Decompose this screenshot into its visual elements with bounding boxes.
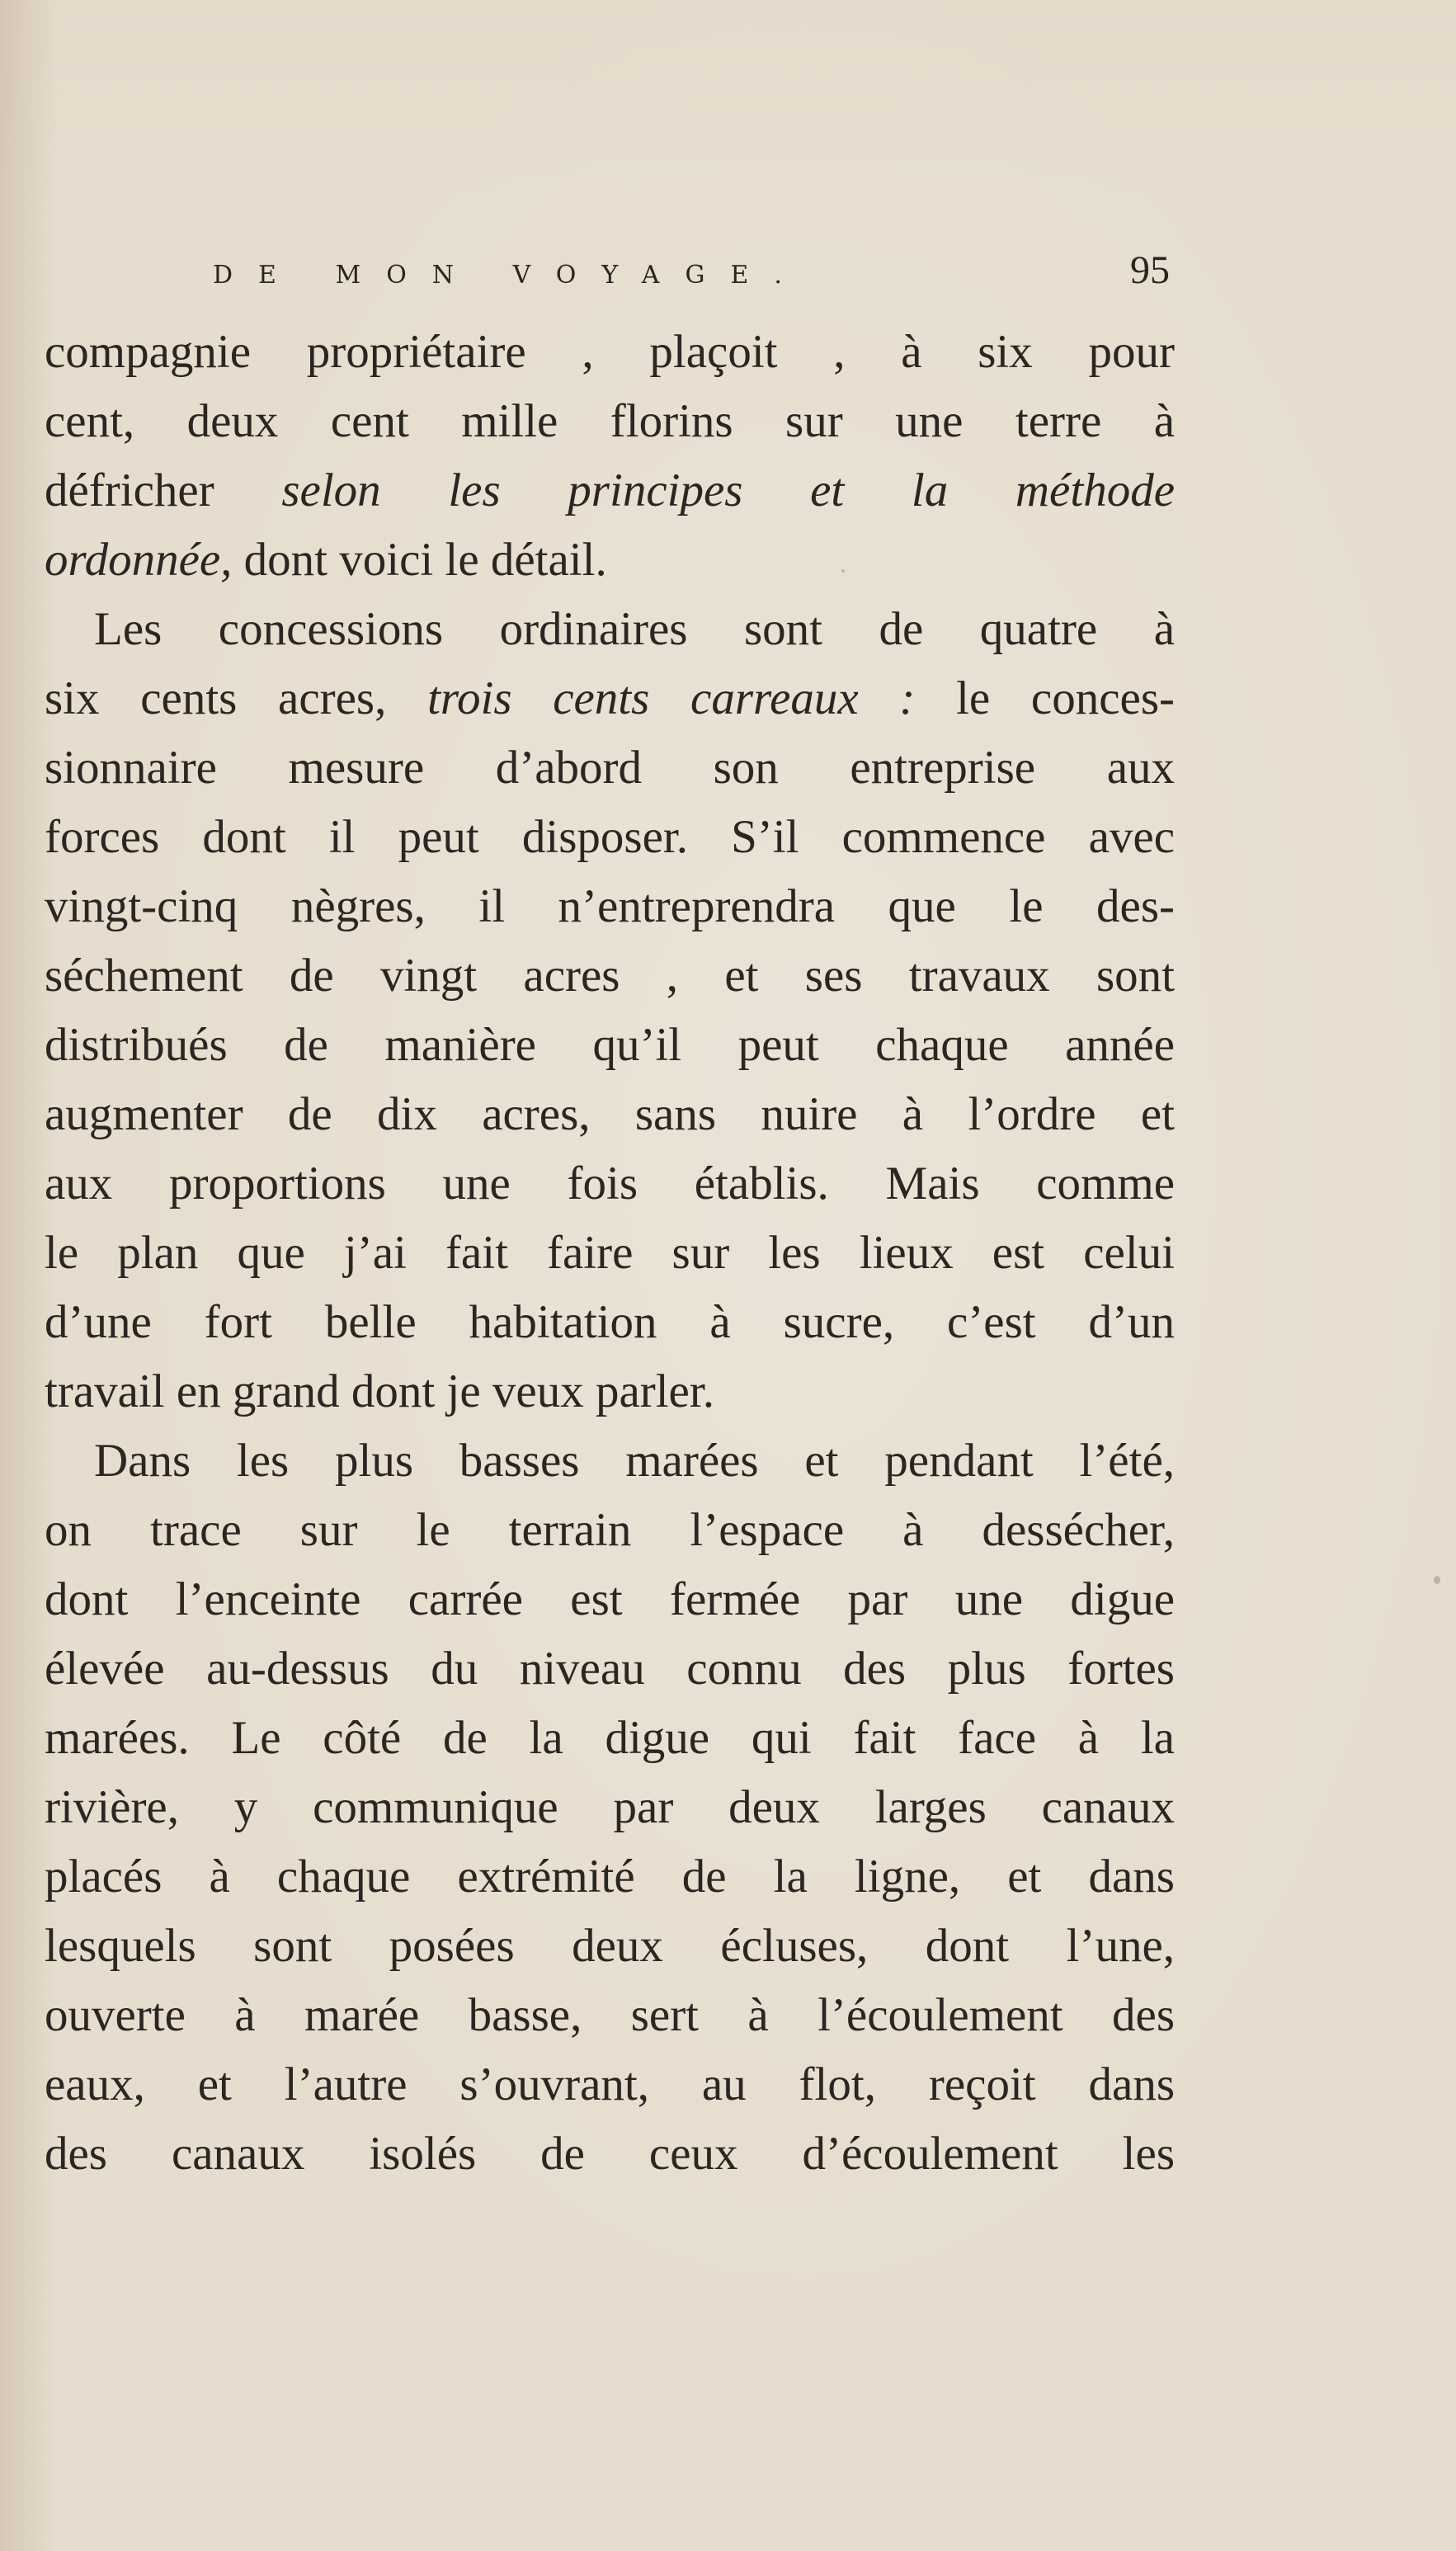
- text-line: [45, 803, 1175, 872]
- text-segment: lesquels sont posées deux écluses, dont l’une,: [45, 1920, 1175, 1972]
- text-segment: défricher: [45, 464, 282, 516]
- text-segment: rivière, y communique par deux larges canaux: [45, 1781, 1175, 1833]
- text-line: [45, 456, 1175, 526]
- text-segment: élevée au-dessus du niveau connu des plus fortes: [45, 1643, 1175, 1695]
- text-line: [45, 387, 1175, 456]
- text-line: [45, 1149, 1175, 1219]
- text-line: [45, 941, 1175, 1011]
- text-segment: augmenter de dix acres, sans nuire à l’ordre et: [45, 1088, 1175, 1140]
- text-line: [45, 1912, 1175, 1981]
- running-head: DE MON VOYAGE.: [213, 261, 808, 290]
- text-line: [45, 1981, 1175, 2050]
- text-segment: aux proportions une fois établis. Mais comme: [45, 1158, 1175, 1209]
- text-segment: compagnie propriétaire , plaçoit , à six pour: [45, 326, 1175, 378]
- text-line: [45, 595, 1175, 664]
- text-segment: forces dont il peut disposer. S’il commence avec: [45, 811, 1175, 863]
- text-segment: cent, deux cent mille florins sur une terre à: [45, 395, 1175, 447]
- italic-text: trois cents carreaux :: [427, 672, 916, 724]
- text-line: [45, 1011, 1175, 1080]
- text-line: [45, 1565, 1175, 1634]
- text-line: [45, 526, 1175, 595]
- text-line: [45, 1634, 1175, 1704]
- body-text: [45, 318, 1175, 2189]
- text-segment: des canaux isolés de ceux d’écoulement les: [45, 2128, 1175, 2180]
- paper-speck: [1434, 1576, 1440, 1584]
- text-line: [45, 872, 1175, 941]
- text-segment: marées. Le côté de la digue qui fait face à la: [45, 1712, 1175, 1764]
- text-line: [45, 1426, 1175, 1496]
- text-segment: le plan que j’ai fait faire sur les lieux est celui: [45, 1227, 1175, 1279]
- text-line: [45, 1357, 1175, 1426]
- text-segment: placés à chaque extrémité de la ligne, et dans: [45, 1851, 1175, 1903]
- text-segment: six cents acres,: [45, 672, 428, 724]
- text-segment: dont l’enceinte carrée est fermée par une digue: [45, 1573, 1175, 1625]
- text-line: [45, 1773, 1175, 1842]
- text-segment: on trace sur le terrain l’espace à dessécher,: [45, 1504, 1175, 1556]
- text-line: [45, 318, 1175, 387]
- text-line: [45, 1288, 1175, 1357]
- text-segment: Dans les plus basses marées et pendant l’été,: [94, 1435, 1175, 1487]
- text-segment: travail en grand dont je veux parler.: [45, 1365, 714, 1417]
- text-segment: Les concessions ordinaires sont de quatre à: [94, 603, 1175, 655]
- text-segment: séchement de vingt acres , et ses travaux sont: [45, 950, 1175, 1002]
- text-segment: ouverte à marée basse, sert à l’écoulement des: [45, 1989, 1175, 2041]
- text-segment: distribués de manière qu’il peut chaque année: [45, 1019, 1175, 1071]
- text-line: [45, 1080, 1175, 1149]
- text-segment: d’une fort belle habitation à sucre, c’est d’un: [45, 1296, 1175, 1348]
- text-segment: dont voici le détail.: [232, 534, 607, 586]
- italic-text: ordonnée,: [45, 534, 233, 586]
- text-segment: sionnaire mesure d’abord son entreprise aux: [45, 742, 1175, 794]
- paper-speck: [841, 569, 845, 573]
- text-segment: eaux, et l’autre s’ouvrant, au flot, reçoit dans: [45, 2058, 1175, 2110]
- text-line: [45, 733, 1175, 803]
- page-header: [213, 248, 1170, 305]
- text-line: [45, 1219, 1175, 1288]
- italic-text: selon les principes et la méthode: [281, 464, 1175, 516]
- page-number: 95: [1130, 248, 1170, 292]
- text-line: [45, 2050, 1175, 2120]
- text-segment: le conces-: [915, 672, 1175, 724]
- text-line: [45, 1704, 1175, 1773]
- text-line: [45, 1842, 1175, 1912]
- text-line: [45, 664, 1175, 733]
- text-line: [45, 1496, 1175, 1565]
- text-line: [45, 2120, 1175, 2189]
- text-segment: vingt-cinq nègres, il n’entreprendra que le des-: [45, 880, 1175, 932]
